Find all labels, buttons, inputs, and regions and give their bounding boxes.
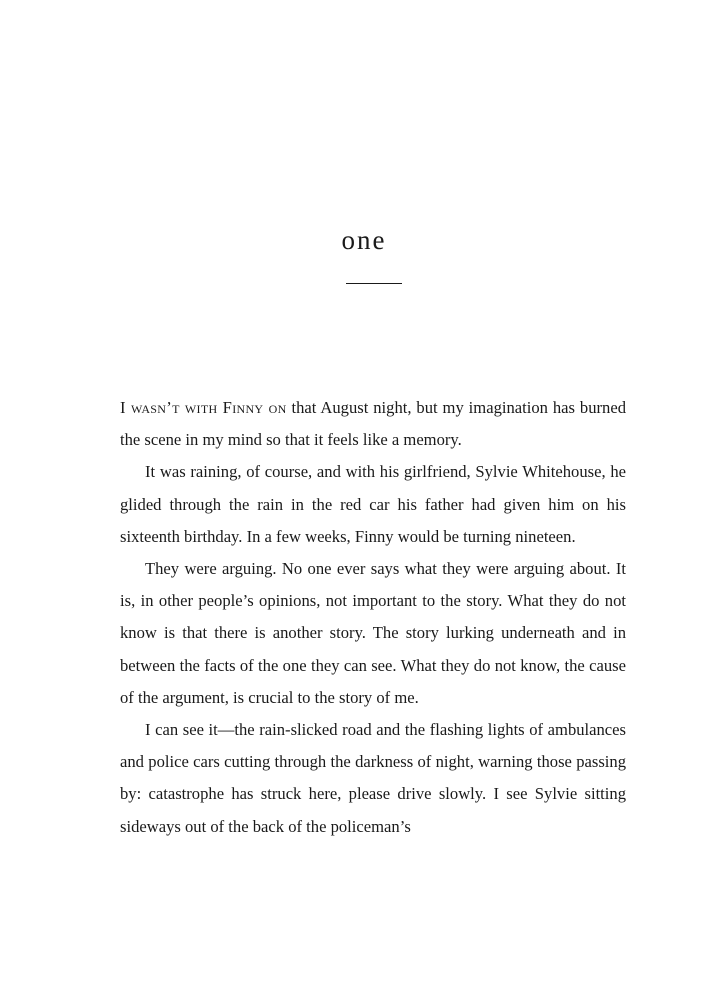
small-caps-lead-in: I wasn’t with Finny on (120, 398, 287, 417)
chapter-body (120, 392, 626, 843)
paragraph-2: It was raining, of course, and with his girlfriend, Sylvie Whitehouse, he glided through the rain in the red car his father had given him on his sixteenth birthday. In a few weeks, Finny would be turning nineteen. (120, 462, 626, 546)
chapter-title: one (341, 225, 387, 255)
paragraph-1-text: that August night, but my imagination has burned the scene in my mind so that it feels like a memory. (120, 398, 626, 450)
paragraph-3: They were arguing. No one ever says what they were arguing about. It is, in other people’s opinions, not important to the story. What they do not know is that there is another story. The story lurking underneath and in between the facts of the one they can see. What they do not know, the cause of the argument, is crucial to the story of me. (120, 559, 626, 707)
paragraph-1 (120, 392, 626, 456)
paragraph-4: I can see it—the rain-slicked road and the flashing lights of ambulances and police cars cutting through the darkness of night, warning those passing by: catastrophe has struck here, please drive slowly. I see Sylvie sitting sideways out of the back of the policeman’s (120, 720, 626, 836)
chapter-title-rule (346, 283, 402, 284)
